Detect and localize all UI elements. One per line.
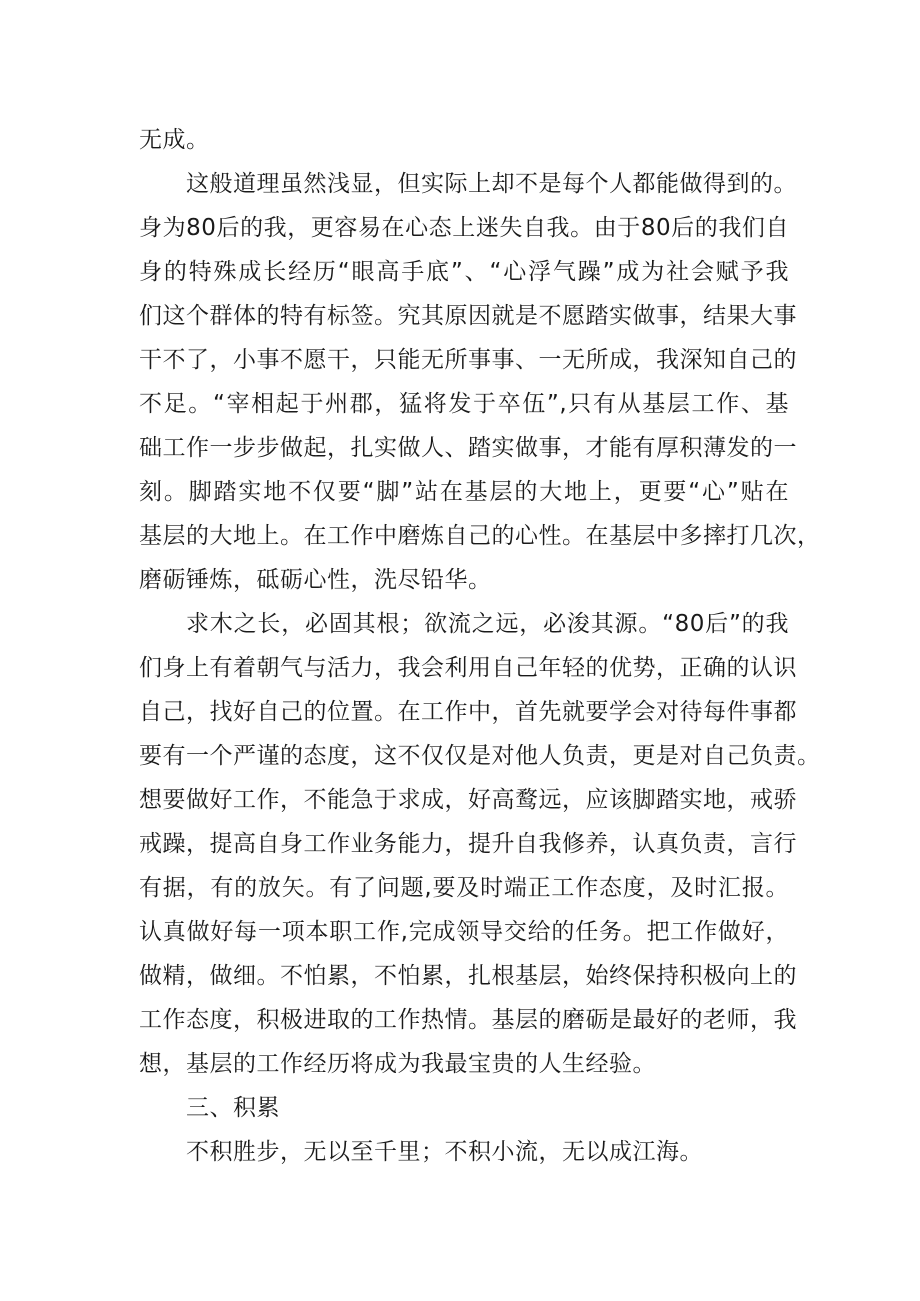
text-line: 身的特殊成长经历“眼高手底”、“心浮气躁”成为社会赋予我 [139,259,789,285]
text-line: 无成。 [139,127,210,153]
text-line: 自己，找好自己的位置。在工作中，首先就要学会对待每件事都 [139,699,797,725]
text-line: 工作态度，积极进取的工作热情。基层的磨砺是最好的老师，我 [139,1007,797,1033]
section-heading: 三、积累 [186,1095,280,1121]
text-line: 不足。“宰相起于州郡，猛将发于卒伍”,只有从基层工作、基 [139,391,789,417]
text-line: 身为80后的我，更容易在心态上迷失自我。由于80后的我们自 [139,215,789,241]
text-line: 想，基层的工作经历将成为我最宝贵的人生经验。 [139,1051,656,1077]
text-line: 刻。脚踏实地不仅要“脚”站在基层的大地上，更要“心”贴在 [139,479,789,505]
text-line: 有据，有的放矢。有了问题,要及时端正工作态度，及时汇报。 [139,875,789,901]
text-line: 不积胜步，无以至千里；不积小流，无以成江海。 [186,1139,703,1165]
text-line: 磨砺锤炼，砥砺心性，洗尽铅华。 [139,567,492,593]
text-line: 这般道理虽然浅显，但实际上却不是每个人都能做得到的。 [186,171,797,197]
text-line: 基层的大地上。在工作中磨炼自己的心性。在基层中多摔打几次， [139,523,821,549]
text-line: 戒躁，提高自身工作业务能力，提升自我修养，认真负责，言行 [139,831,797,857]
text-line: 础工作一步步做起，扎实做人、踏实做事，才能有厚积薄发的一 [139,435,797,461]
text-line: 求木之长，必固其根；欲流之远，必浚其源。“80后”的我 [186,611,789,637]
text-line: 们这个群体的特有标签。究其原因就是不愿踏实做事，结果大事 [139,303,797,329]
text-line: 想要做好工作，不能急于求成，好高鹜远，应该脚踏实地，戒骄 [139,787,797,813]
text-line: 们身上有着朝气与活力，我会利用自己年轻的优势，正确的认识 [139,655,797,681]
text-line: 干不了，小事不愿干，只能无所事事、一无所成，我深知自己的 [139,347,797,373]
text-line: 做精，做细。不怕累，不怕累，扎根基层，始终保持积极向上的 [139,963,797,989]
text-line: 要有一个严谨的态度，这不仅仅是对他人负责，更是对自己负责。 [139,743,821,769]
text-line: 认真做好每一项本职工作,完成领导交给的任务。把工作做好， [139,919,789,945]
